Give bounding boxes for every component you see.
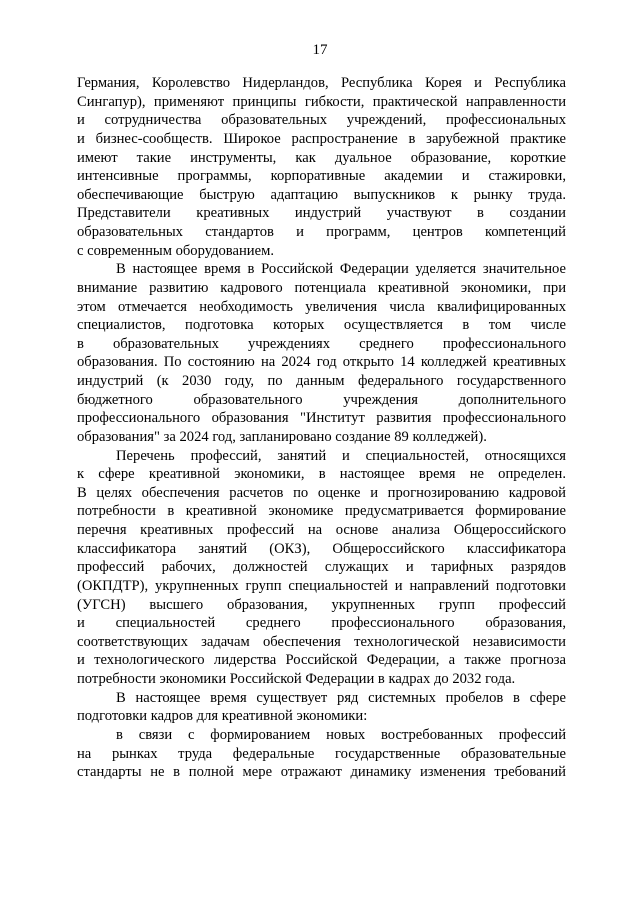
text-line: В целях обеспечения расчетов по оценке и прогнозированию кадровой	[77, 484, 566, 501]
text-line: индустрий (к 2030 году, по данным федерального государственного	[77, 373, 566, 389]
paragraph	[77, 726, 566, 782]
text-line: Сингапур), применяют принципы гибкости, практической направленности	[77, 93, 566, 110]
text-line: и специальностей среднего профессионального образования,	[77, 615, 566, 632]
text-line: образования" за 2024 год, запланировано создание 89 колледжей).	[77, 428, 487, 445]
text-line: В настоящее время существует ряд системных пробелов в сфере	[116, 689, 566, 706]
text-line: стандарты не в полной мере отражают динамику изменения требований	[77, 764, 566, 781]
text-line: на рынках труда федеральные государственные образовательные	[77, 745, 566, 762]
text-line: Германия, Королевство Нидерландов, Республика Корея и Республика	[77, 75, 566, 91]
text-line: В настоящее время в Российской Федерации уделяется значительное	[116, 261, 566, 278]
text-line: (ОКПДТР), укрупненных групп специальностей и направлений подготовки	[77, 577, 566, 594]
text-line: подготовки кадров для креативной экономики:	[77, 708, 368, 725]
text-line: профессионального образования "Институт развития профессионального	[77, 410, 566, 427]
text-line: бюджетного образовательного учреждения дополнительного	[77, 391, 566, 408]
text-line: (УГСН) высшего образования, укрупненных групп профессий	[77, 596, 566, 613]
text-line: и технологического лидерства Российской Федерации, а также прогноза	[77, 652, 566, 669]
text-line: потребности в креативной экономике предусматривается формирование	[77, 503, 566, 520]
text-line: этом отмечается необходимость увеличения числа квалифицированных	[77, 298, 566, 315]
text-line: имеют такие инструменты, как дуальное образование, короткие	[77, 149, 566, 166]
text-line: классификатора занятий (ОКЗ), Общероссийского классификатора	[77, 540, 566, 557]
text-line: Перечень профессий, занятий и специальностей, относящихся	[116, 447, 566, 464]
paragraph	[77, 74, 566, 260]
text-line: интенсивные программы, корпоративные академии и стажировки,	[77, 168, 566, 185]
text-line: образования. По состоянию на 2024 год открыто 14 колледжей креативных	[77, 354, 566, 371]
text-line: к сфере креативной экономики, в настоящее время не определен.	[77, 466, 566, 483]
text-line: специалистов, подготовка которых осуществляется в том числе	[77, 317, 566, 334]
text-line: в образовательных учреждениях среднего профессионального	[77, 335, 566, 352]
text-line: и бизнес-сообществ. Широкое распространение в зарубежной практике	[77, 130, 566, 147]
text-line: Представители креативных индустрий участвуют в создании	[77, 205, 566, 222]
text-line: и сотрудничества образовательных учреждений, профессиональных	[77, 112, 566, 129]
text-line: перечня креативных профессий на основе анализа Общероссийского	[77, 522, 566, 538]
paragraph	[77, 689, 566, 726]
text-line: в связи с формированием новых востребованных профессий	[116, 726, 566, 743]
text-line: с современным оборудованием.	[77, 242, 274, 259]
text-line: обеспечивающие быструю адаптацию выпускников к рынку труда.	[77, 186, 566, 203]
text-line: внимание развитию кадрового потенциала креативной экономики, при	[77, 279, 566, 296]
text-line: соответствующих задачам обеспечения технологической независимости	[77, 633, 566, 650]
paragraph	[77, 260, 566, 446]
paragraph	[77, 447, 566, 689]
text-line: профессий рабочих, должностей служащих и тарифных разрядов	[77, 559, 566, 576]
document-body	[77, 74, 566, 782]
text-line: образовательных стандартов и программ, центров компетенций	[77, 224, 566, 240]
text-line: потребности экономики Российской Федерации в кадрах до 2032 года.	[77, 671, 516, 687]
page-number: 17	[312, 42, 328, 58]
